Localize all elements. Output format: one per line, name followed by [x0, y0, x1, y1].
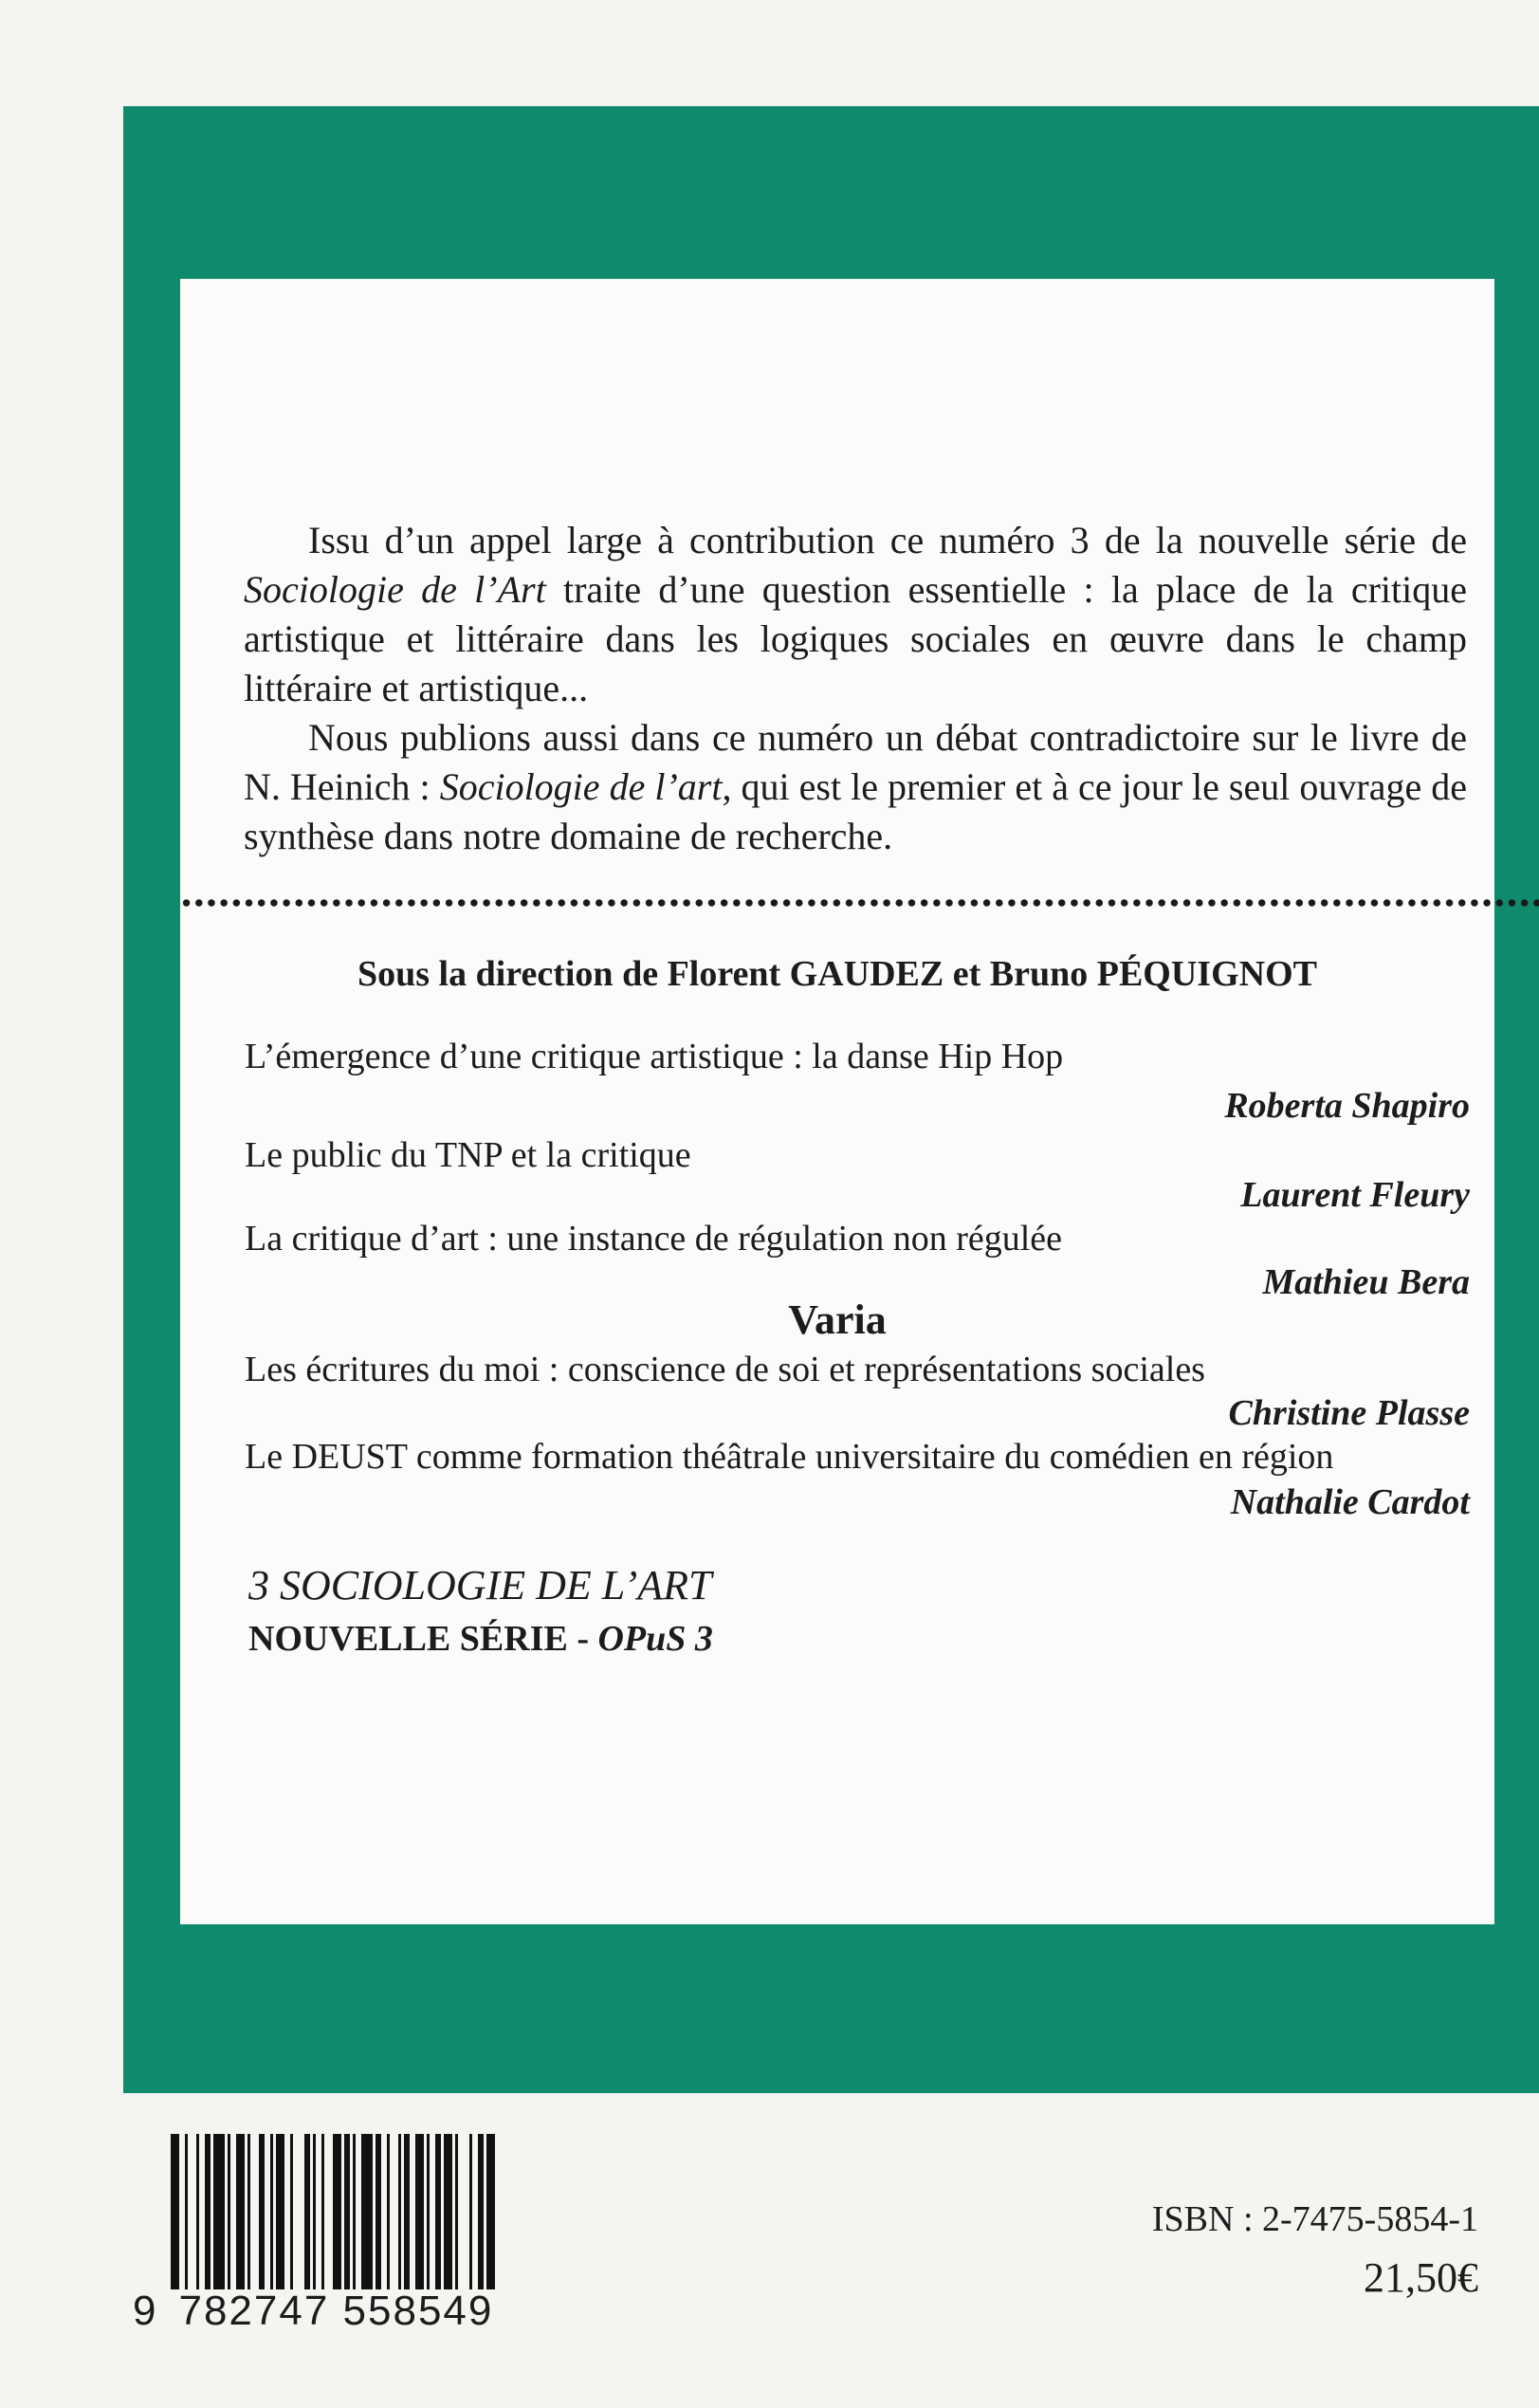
barcode-bar	[478, 2134, 484, 2289]
barcode-bar	[486, 2134, 495, 2289]
barcode-bar	[236, 2134, 245, 2289]
barcode-bar	[304, 2134, 310, 2289]
article-title: Le public du TNP et la critique	[245, 1135, 691, 1175]
article-author: Christine Plasse	[1228, 1393, 1470, 1433]
barcode-bar	[455, 2134, 458, 2289]
barcode-bar	[344, 2134, 350, 2289]
barcode-bar	[185, 2134, 188, 2289]
article-author: Mathieu Bera	[1262, 1262, 1470, 1302]
abstract-paragraph-1: Issu d’un appel large à contribution ce numéro 3 de la nouvelle série de Sociologie de l’Art traite d’une question essentielle : la place de la critique artistique et littéraire dans les logiques sociales en œuvre dans le champ littéraire et artistique...	[244, 519, 1467, 709]
article-title: La critique d’art : une instance de régulation non régulée	[245, 1219, 1063, 1259]
barcode-bar	[353, 2134, 356, 2289]
article-author: Roberta Shapiro	[1224, 1086, 1470, 1126]
barcode-bar	[290, 2134, 293, 2289]
article-author: Nathalie Cardot	[1230, 1482, 1470, 1522]
barcode-bar	[404, 2134, 410, 2289]
barcode-bar	[270, 2134, 273, 2289]
barcode-bar	[415, 2134, 424, 2289]
barcode-bar	[259, 2134, 265, 2289]
article-title: Le DEUST comme formation théâtrale universitaire du comédien en région	[245, 1437, 1334, 1477]
barcode-bar	[205, 2134, 211, 2289]
barcode-bar	[361, 2134, 373, 2289]
barcode-number: 9 782747 558549	[133, 2288, 494, 2334]
barcode-bar	[228, 2134, 230, 2289]
barcode-bar	[387, 2134, 390, 2289]
varia-heading: Varia	[788, 1296, 887, 1343]
barcode-bar	[321, 2134, 324, 2289]
barcode	[133, 2134, 571, 2289]
barcode-bar	[313, 2134, 316, 2289]
barcode-bar	[276, 2134, 284, 2289]
barcode-bar	[469, 2134, 472, 2289]
article-author: Laurent Fleury	[1240, 1175, 1470, 1215]
abstract	[244, 516, 1467, 861]
barcode-bar	[171, 2134, 179, 2289]
barcode-bar	[444, 2134, 452, 2289]
editors-line: Sous la direction de Florent GAUDEZ et Bruno PÉQUIGNOT	[357, 954, 1317, 994]
barcode-bar	[333, 2134, 341, 2289]
series-subtitle: NOUVELLE SÉRIE - OPuS 3	[248, 1619, 713, 1659]
series-title: 3 SOCIOLOGIE DE L’ART	[248, 1562, 712, 1608]
abstract-paragraph-2: Nous publions aussi dans ce numéro un débat contradictoire sur le livre de N. Heinich : Sociologie de l’art, qui est le premier et à ce jour le seul ouvrage de synthèse dans notre domaine de recherche.	[244, 716, 1468, 857]
barcode-bar	[247, 2134, 250, 2289]
barcode-bar	[213, 2134, 225, 2289]
barcode-bar	[427, 2134, 430, 2289]
barcode-bars	[133, 2134, 571, 2289]
barcode-bar	[196, 2134, 199, 2289]
article-title: Les écritures du moi : conscience de soi et représentations sociales	[245, 1350, 1205, 1389]
barcode-bar	[398, 2134, 401, 2289]
isbn: ISBN : 2-7475-5854-1	[1151, 2199, 1478, 2239]
price: 21,50€	[1364, 2254, 1478, 2301]
dotted-separator	[180, 895, 1539, 910]
barcode-bar	[435, 2134, 441, 2289]
barcode-bar	[376, 2134, 381, 2289]
article-title: L’émergence d’une critique artistique : la danse Hip Hop	[245, 1037, 1064, 1076]
